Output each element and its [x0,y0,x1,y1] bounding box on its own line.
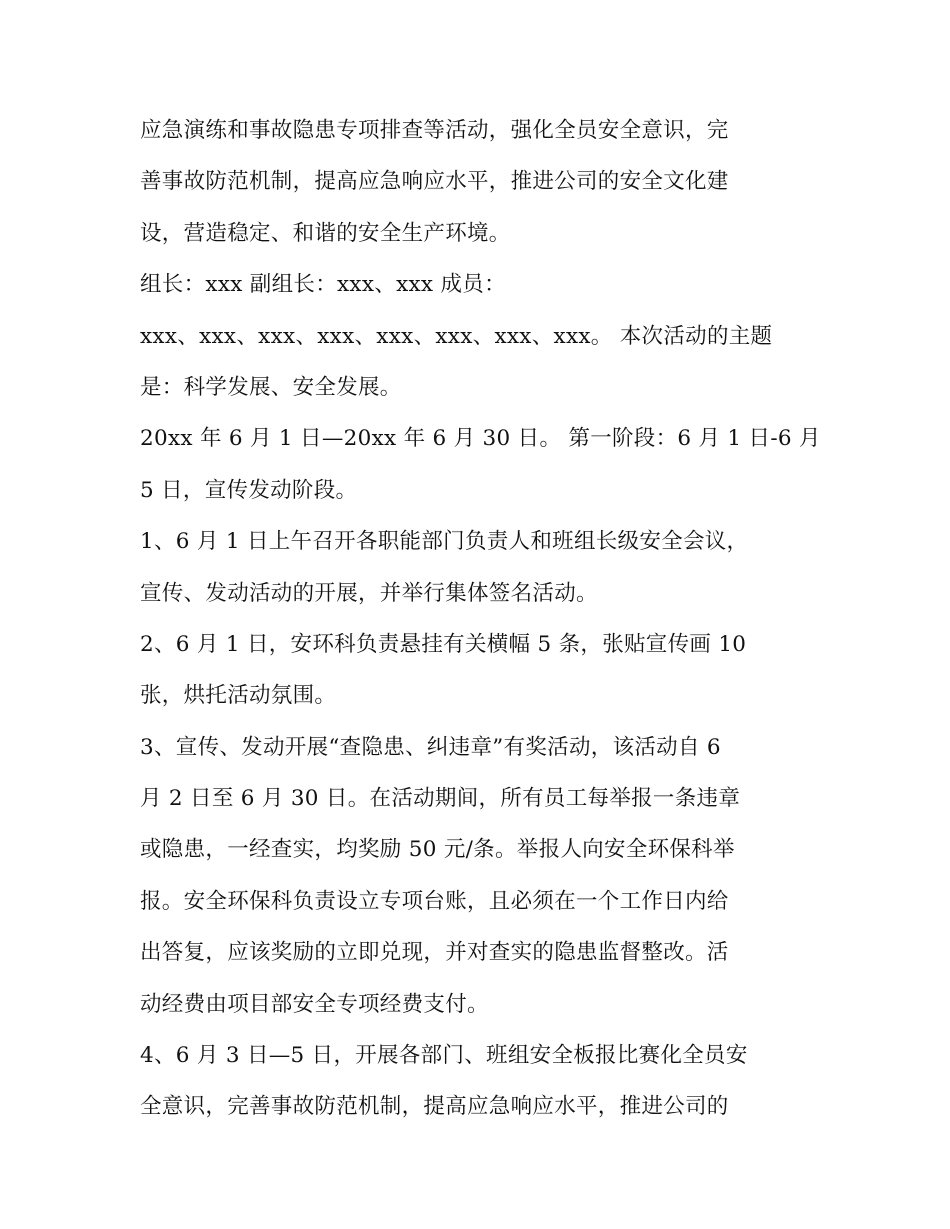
text-line: 出答复，应该奖励的立即兑现，并对查实的隐患监督整改。活 [140,940,729,966]
text-line: 1、6 月 1 日上午召开各职能部门负责人和班组长级安全会议， [140,529,749,555]
text-line: 报。安全环保科负责设立专项台账，且必须在一个工作日内给 [140,888,729,914]
text-line: 4、6 月 3 日—5 日，开展各部门、班组安全板报比赛化全员安 [140,1043,748,1069]
text-line: 是：科学发展、安全发展。 [140,374,402,400]
text-line: 设，营造稳定、和谐的安全生产环境。 [140,220,511,246]
text-line: xxx、xxx、xxx、xxx、xxx、xxx、xxx、xxx。 本次活动的主题 [140,323,773,349]
text-line: 宣传、发动活动的开展，并举行集体签名活动。 [140,580,598,606]
text-line: 20xx 年 6 月 1 日—20xx 年 6 月 30 日。 第一阶段：6 月 1 日-6 月 [140,426,821,452]
text-line: 月 2 日至 6 月 30 日。在活动期间，所有员工每举报一条违章 [140,786,741,812]
text-line: 善事故防范机制，提高应急响应水平，推进公司的安全文化建 [140,169,729,195]
text-line: 应急演练和事故隐患专项排查等活动，强化全员安全意识，完 [140,118,729,143]
document-body [140,105,821,1133]
text-line: 3、宣传、发动开展“查隐患、纠违章”有奖活动，该活动自 6 [140,734,721,760]
text-line: 组长：xxx 副组长：xxx、xxx 成员： [140,272,506,298]
text-line: 张，烘托活动氛围。 [140,683,337,709]
text-line: 5 日，宣传发动阶段。 [140,477,358,503]
text-line: 或隐患，一经查实，均奖励 50 元/条。举报人向安全环保科举 [140,837,735,863]
text-line: 全意识，完善事故防范机制，提高应急响应水平，推进公司的 [140,1094,729,1120]
text-line: 2、6 月 1 日，安环科负责悬挂有关横幅 5 条，张贴宣传画 10 [140,631,747,657]
text-line: 动经费由项目部安全专项经费支付。 [140,991,489,1017]
